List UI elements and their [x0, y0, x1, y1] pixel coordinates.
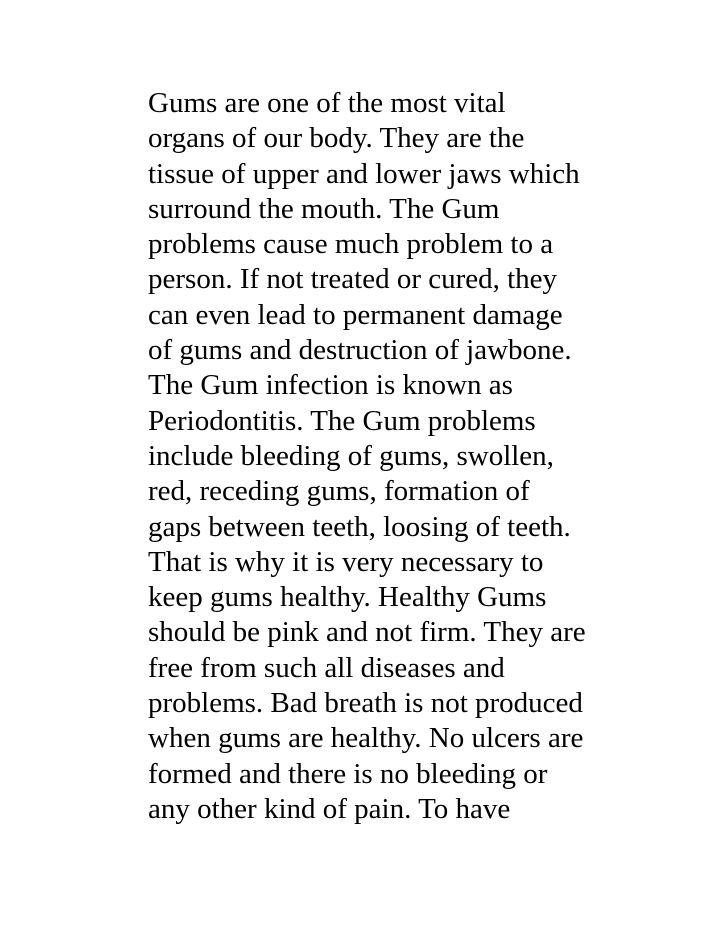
text-line: problems cause much problem to a	[148, 228, 554, 261]
text-line: keep gums healthy. Healthy Gums	[148, 581, 547, 614]
text-line: organs of our body. They are the	[148, 122, 525, 155]
text-line: any other kind of pain. To have	[148, 792, 511, 825]
body-paragraph	[148, 86, 628, 827]
text-line: should be pink and not firm. They are	[148, 616, 586, 649]
text-line: red, receding gums, formation of	[148, 475, 530, 508]
text-line: The Gum infection is known as	[148, 369, 513, 402]
text-line: gaps between teeth, loosing of teeth.	[148, 510, 571, 543]
text-line: include bleeding of gums, swollen,	[148, 439, 554, 472]
text-line: problems. Bad breath is not produced	[148, 687, 583, 720]
text-line: when gums are healthy. No ulcers are	[148, 722, 584, 755]
text-line: formed and there is no bleeding or	[148, 757, 548, 790]
text-line: Periodontitis. The Gum problems	[148, 404, 536, 437]
text-line: free from such all diseases and	[148, 651, 505, 684]
text-line: That is why it is very necessary to	[148, 545, 544, 578]
text-line: surround the mouth. The Gum	[148, 192, 500, 225]
text-line: of gums and destruction of jawbone.	[148, 334, 572, 367]
text-line: tissue of upper and lower jaws which	[148, 157, 580, 190]
text-line: can even lead to permanent damage	[148, 298, 563, 331]
text-line: person. If not treated or cured, they	[148, 263, 558, 296]
text-line: Gums are one of the most vital	[148, 87, 506, 119]
